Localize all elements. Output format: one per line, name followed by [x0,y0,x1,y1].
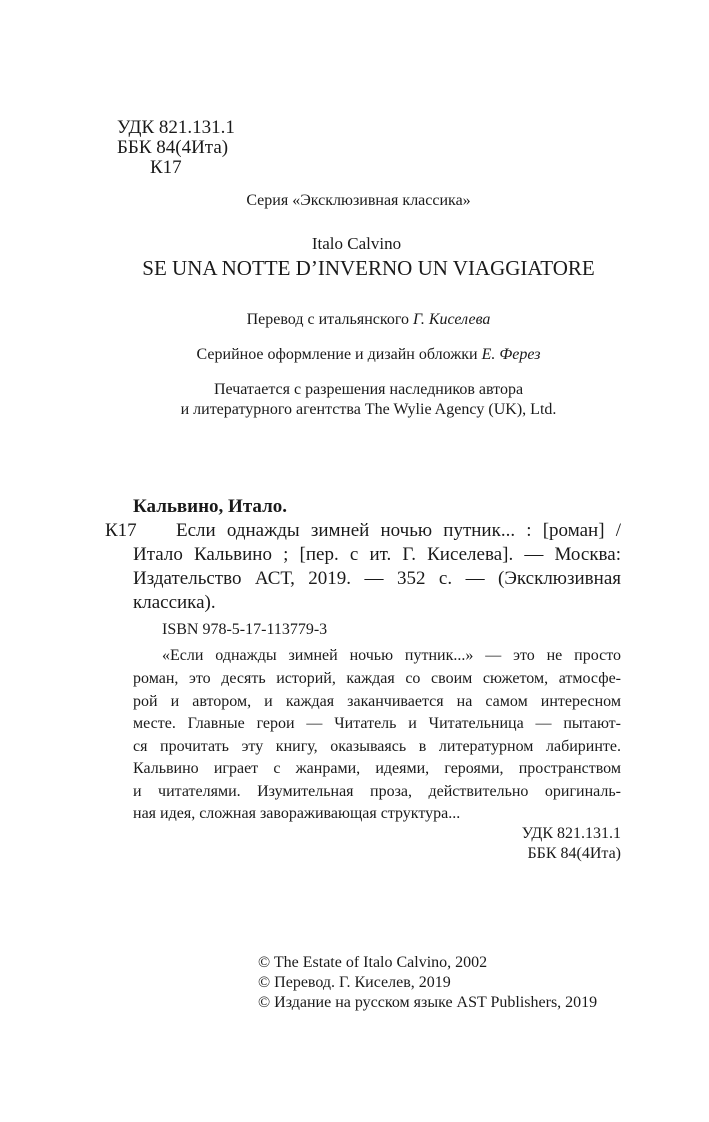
original-title: SE UNA NOTTE D’INVERNO UN VIAGGIATORE [142,256,595,280]
catalog-mark: К17 [105,520,137,541]
annotation-line: и читателями. Изумительная проза, действительно оригиналь- [133,783,621,800]
permission-line-1: Печатается с разрешения наследников автора [213,381,524,398]
copyright-line: © Перевод. Г. Киселев, 2019 [258,974,451,991]
design-credit [0,347,709,363]
annotation-line: «Если однажды зимней ночью путник...» — это не просто [162,647,621,664]
series-line: Серия «Эксклюзивная классика» [246,192,471,209]
catalog-bbk: ББК 84(4Ита) [527,845,621,862]
permission-line-2: и литературного агентства The Wylie Agency (UK), Ltd. [180,401,557,418]
annotation-line: ся прочитать эту книгу, оказываясь в литературном лабиринте. [133,738,621,755]
udk-code: УДК 821.131.1 [117,117,235,138]
annotation-line: месте. Главные герои — Читатель и Читательница — пытают- [133,715,621,732]
catalog-heading: Кальвино, Итало. [133,496,287,517]
bbk-code: ББК 84(4Ита) [117,137,229,158]
catalog-line: Итало Кальвино ; [пер. с ит. Г. Киселева]. — Москва: [133,544,621,565]
catalog-line: Если однажды зимней ночью путник... : [роман] / [176,520,621,541]
author-mark: К17 [150,157,182,178]
annotation-line: роман, это десять историй, каждая со своим сюжетом, атмосфе- [133,670,621,687]
original-author: Italo Calvino [311,234,402,253]
copyright-line: © The Estate of Italo Calvino, 2002 [258,954,488,971]
translator-name: Г. Киселева [412,311,491,328]
catalog-line: Издательство АСТ, 2019. — 352 с. — (Эксклюзивная [133,568,621,589]
annotation-line: рой и автором, и каждая заканчивается на самом интересном [133,693,621,710]
catalog-udk: УДК 821.131.1 [521,825,621,842]
annotation-line: ная идея, сложная завораживающая структура... [133,805,461,822]
design-prefix: Серийное оформление и дизайн обложки [196,346,478,363]
translation-prefix: Перевод с итальянского [246,311,409,328]
isbn: ISBN 978-5-17-113779-3 [162,621,328,638]
copyright-line: © Издание на русском языке AST Publishers, 2019 [258,994,598,1011]
designer-name: Е. Ферез [481,346,541,363]
annotation-line: Кальвино играет с жанрами, идеями, героями, пространством [133,760,621,777]
translation-credit [0,312,709,328]
catalog-line: классика). [133,592,216,613]
